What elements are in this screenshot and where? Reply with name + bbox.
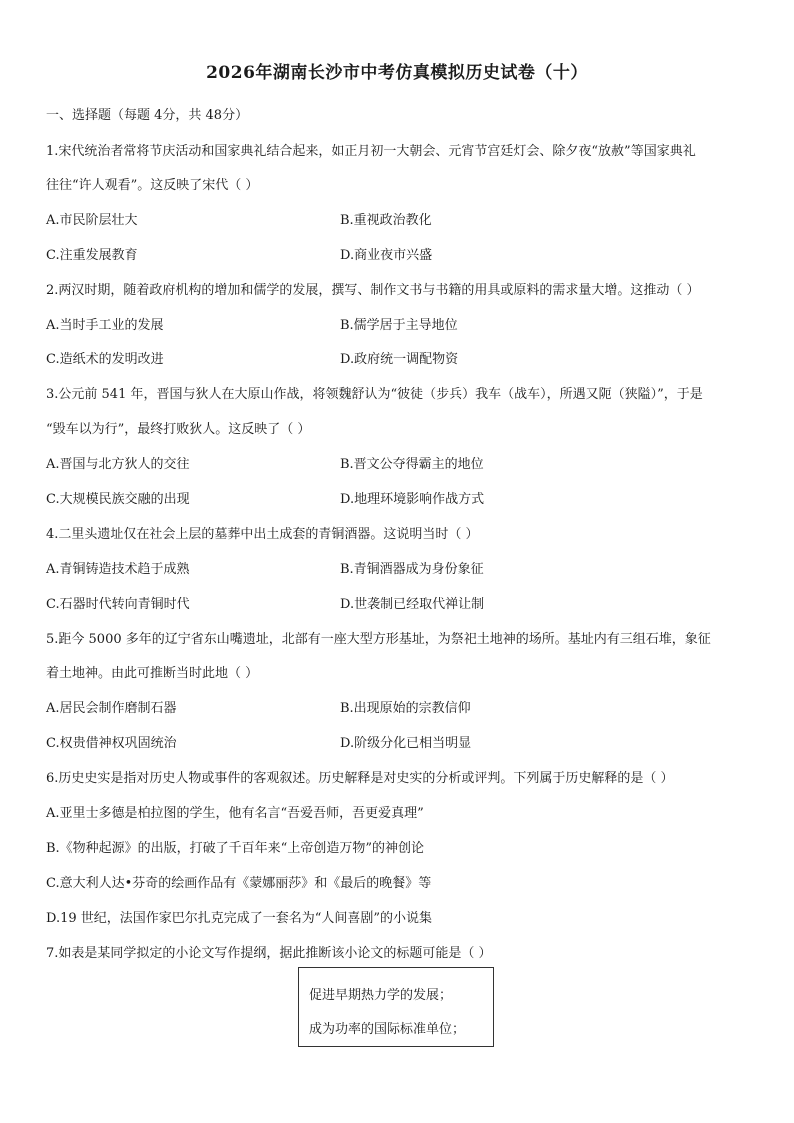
question-6-stem: 6.历史史实是指对历史人物或事件的客观叙述。历史解释是对史实的分析或评判。下列属于历史解释的是（ ） <box>46 771 674 786</box>
question-1-option-c: C.注重发展教育 <box>46 248 138 263</box>
question-7-stem: 7.如表是某同学拟定的小论文写作提纲，据此推断该小论文的标题可能是（ ） <box>46 946 492 961</box>
question-5-option-b: B.出现原始的宗教信仰 <box>340 701 471 716</box>
question-1-option-d: D.商业夜市兴盛 <box>340 248 433 263</box>
question-5-stem-line-1: 5.距今 5000 多年的辽宁省东山嘴遗址，北部有一座大型方形基址，为祭祀土地神的场所。基址内有三组石堆，象征 <box>46 632 711 647</box>
question-5-option-d: D.阶级分化已相当明显 <box>340 736 472 751</box>
question-4-stem: 4.二里头遗址仅在社会上层的墓葬中出土成套的青铜酒器。这说明当时（ ） <box>46 527 479 542</box>
question-6-option-b: B.《物种起源》的出版，打破了千百年来“上帝创造万物”的神创论 <box>46 841 424 856</box>
question-4-option-a: A.青铜铸造技术趋于成熟 <box>46 562 190 577</box>
question-4-option-d: D.世袭制已经取代禅让制 <box>340 597 485 612</box>
question-2-option-d: D.政府统一调配物资 <box>340 352 459 367</box>
outline-table <box>298 967 494 1047</box>
question-3-option-d: D.地理环境影响作战方式 <box>340 492 485 507</box>
question-1-stem-line-2: 往往“许人观看”。这反映了宋代（ ） <box>46 178 259 193</box>
question-4-option-b: B.青铜酒器成为身份象征 <box>340 562 484 577</box>
question-1-option-b: B.重视政治教化 <box>340 213 432 228</box>
question-3-option-a: A.晋国与北方狄人的交往 <box>46 457 190 472</box>
question-5-stem-line-2: 着土地神。由此可推断当时此地（ ） <box>46 666 259 681</box>
question-6-option-d: D.19 世纪，法国作家巴尔扎克完成了一套名为“人间喜剧”的小说集 <box>46 911 433 926</box>
question-2-option-b: B.儒学居于主导地位 <box>340 318 458 333</box>
page-title: 2026年湖南长沙市中考仿真模拟历史试卷（十） <box>206 63 588 83</box>
question-1-option-a: A.市民阶层壮大 <box>46 213 138 228</box>
question-3-option-c: C.大规模民族交融的出现 <box>46 492 190 507</box>
question-6-option-c: C.意大利人达•芬奇的绘画作品有《蒙娜丽莎》和《最后的晚餐》等 <box>46 876 432 891</box>
question-5-option-a: A.居民会制作磨制石器 <box>46 701 177 716</box>
question-3-stem-line-2: “毁车以为行”，最终打败狄人。这反映了（ ） <box>46 422 311 437</box>
question-4-option-c: C.石器时代转向青铜时代 <box>46 597 190 612</box>
outline-table-row-1: 促进早期热力学的发展； <box>309 988 453 1003</box>
question-1-stem-line-1: 1.宋代统治者常将节庆活动和国家典礼结合起来，如正月初一大朝会、元宵节宫廷灯会、除夕夜“放赦”等国家典礼 <box>46 144 696 159</box>
question-2-stem: 2.两汉时期，随着政府机构的增加和儒学的发展，撰写、制作文书与书籍的用具或原料的需求量大增。这推动（ ） <box>46 283 700 298</box>
question-5-option-c: C.权贵借神权巩固统治 <box>46 736 177 751</box>
question-2-option-c: C.造纸术的发明改进 <box>46 352 164 367</box>
outline-table-row-2: 成为功率的国际标准单位； <box>309 1022 466 1037</box>
question-6-option-a: A.亚里士多德是柏拉图的学生，他有名言“吾爱吾师，吾更爱真理” <box>46 806 424 821</box>
question-2-option-a: A.当时手工业的发展 <box>46 318 164 333</box>
question-3-stem-line-1: 3.公元前 541 年，晋国与狄人在大原山作战，将领魏舒认为“彼徒（步兵）我车（战车），所遇又阨（狭隘）”，于是 <box>46 387 703 402</box>
question-3-option-b: B.晋文公夺得霸主的地位 <box>340 457 484 472</box>
section-heading: 一、选择题（每题 4分，共 48分） <box>46 108 249 123</box>
